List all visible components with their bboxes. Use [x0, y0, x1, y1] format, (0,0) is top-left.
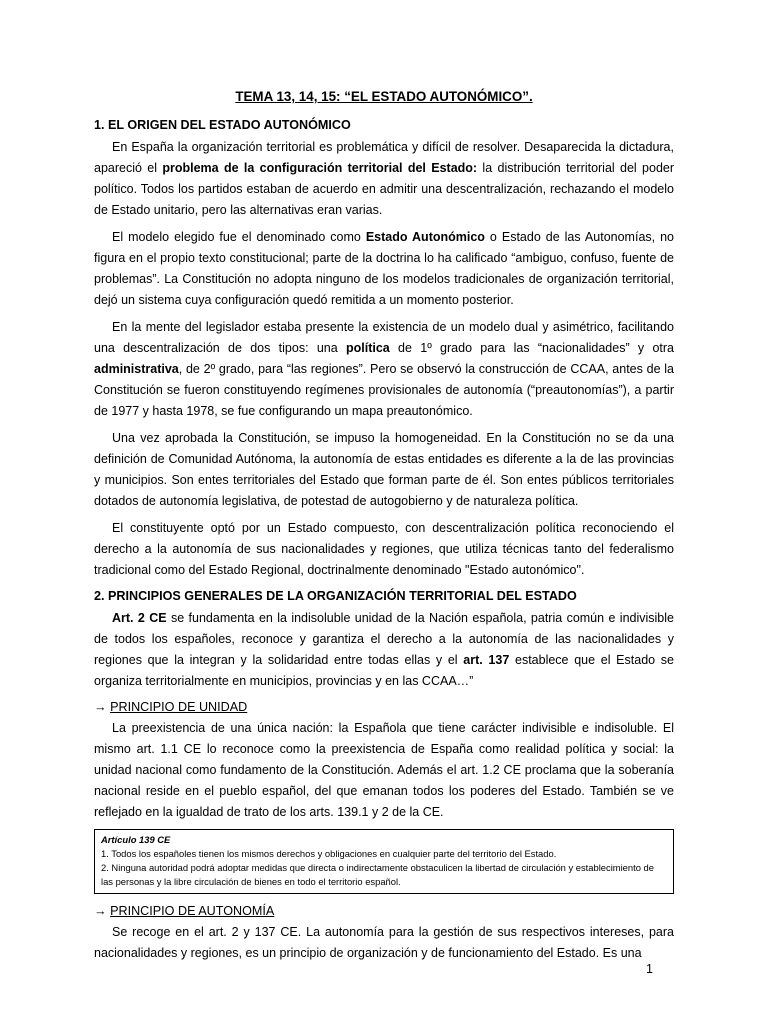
arrow-icon: →: [94, 904, 111, 918]
article-box-line: 1. Todos los españoles tienen los mismos derechos y obligaciones en cualquier parte del territorio del Estado.: [101, 848, 557, 859]
paragraph: Art. 2 CE se fundamenta en la indisoluble unidad de la Nación española, patria común e indivisible de todos los españoles, reconoce y garantiza el derecho a la autonomía de las nacionalidades y regiones que la integran y la solidaridad entre todas ellas y el art. 137 establece que el Estado se organiza territorialmente en municipios, provincias y en las CCAA…”: [94, 611, 675, 688]
article-box-title: Artículo 139 CE: [101, 834, 171, 845]
section-1-heading: 1. EL ORIGEN DEL ESTADO AUTONÓMICO: [94, 118, 351, 132]
paragraph: Se recoge en el art. 2 y 137 CE. La autonomía para la gestión de sus respectivos intereses, para nacionalidades y regiones, es un principio de organización y de funcionamiento del Estado. Es una: [94, 925, 674, 960]
page-content: [94, 88, 674, 970]
page-number: 1: [646, 962, 653, 976]
document-title: TEMA 13, 14, 15: “EL ESTADO AUTONÓMICO”.: [235, 89, 533, 104]
article-box-line: 2. Ninguna autoridad podrá adoptar medidas que directa o indirectamente obstaculicen la libertad de circulación y establecimiento de las personas y la libre circulación de bienes en todo el territorio español.: [101, 862, 654, 887]
paragraph: El constituyente optó por un Estado compuesto, con descentralización política reconociendo el derecho a la autonomía de sus nacionalidades y regiones, que utiliza técnicas tanto del federalismo tradicional como del Estado Regional, doctrinalmente denominado "Estado autonómico".: [94, 521, 674, 577]
principio-autonomia-heading: → PRINCIPIO DE AUTONOMÍA: [94, 904, 275, 918]
paragraph: Una vez aprobada la Constitución, se impuso la homogeneidad. En la Constitución no se da una definición de Comunidad Autónoma, la autonomía de estas entidades es diferente a la de las provincias y municipios. Son entes territoriales del Estado que forman parte de él. Son entes públicos territoriales dotados de autonomía legislativa, de potestad de autogobierno y de naturaleza política.: [94, 431, 674, 508]
paragraph: En la mente del legislador estaba presente la existencia de un modelo dual y asimétrico, facilitando una descentralización de dos tipos: una política de 1º grado para las “nacionalidades” y otra administrativa, de 2º grado, para “las regiones”. Pero se observó la construcción de CCAA, antes de la Constitución se fueron constituyendo regímenes provisionales de autonomía (“preautonomías”), a partir de 1977 y hasta 1978, se fue configurando un mapa preautonómico.: [94, 320, 674, 418]
paragraph: En España la organización territorial es problemática y difícil de resolver. Desaparecida la dictadura, apareció el problema de la configuración territorial del Estado: la distribución territorial del poder político. Todos los partidos estaban de acuerdo en admitir una descentralización, rechazando el modelo de Estado unitario, pero las alternativas eran varias.: [94, 140, 675, 217]
principio-unidad-heading: → PRINCIPIO DE UNIDAD: [94, 700, 248, 714]
arrow-icon: →: [94, 700, 111, 714]
section-2-heading: 2. PRINCIPIOS GENERALES DE LA ORGANIZACIÓN TERRITORIAL DEL ESTADO: [94, 589, 577, 603]
paragraph: La preexistencia de una única nación: la Española que tiene carácter indivisible e indisoluble. El mismo art. 1.1 CE lo reconoce como la preexistencia de España como realidad política y social: la unidad nacional como fundamento de la Constitución. Además el art. 1.2 CE proclama que la soberanía nacional reside en el pueblo español, del que emanan todos los poderes del Estado. También se ve reflejado en la igualdad de trato de los arts. 139.1 y 2 de la CE.: [94, 721, 674, 819]
article-139-box: [94, 829, 674, 894]
paragraph: El modelo elegido fue el denominado como Estado Autonómico o Estado de las Autonomías, no figura en el propio texto constitucional; parte de la doctrina lo ha calificado “ambiguo, confuso, fuente de problemas”. La Constitución no adopta ninguno de los modelos tradicionales de organización territorial, dejó un sistema cuya configuración quedó remitida a un momento posterior.: [94, 230, 675, 307]
